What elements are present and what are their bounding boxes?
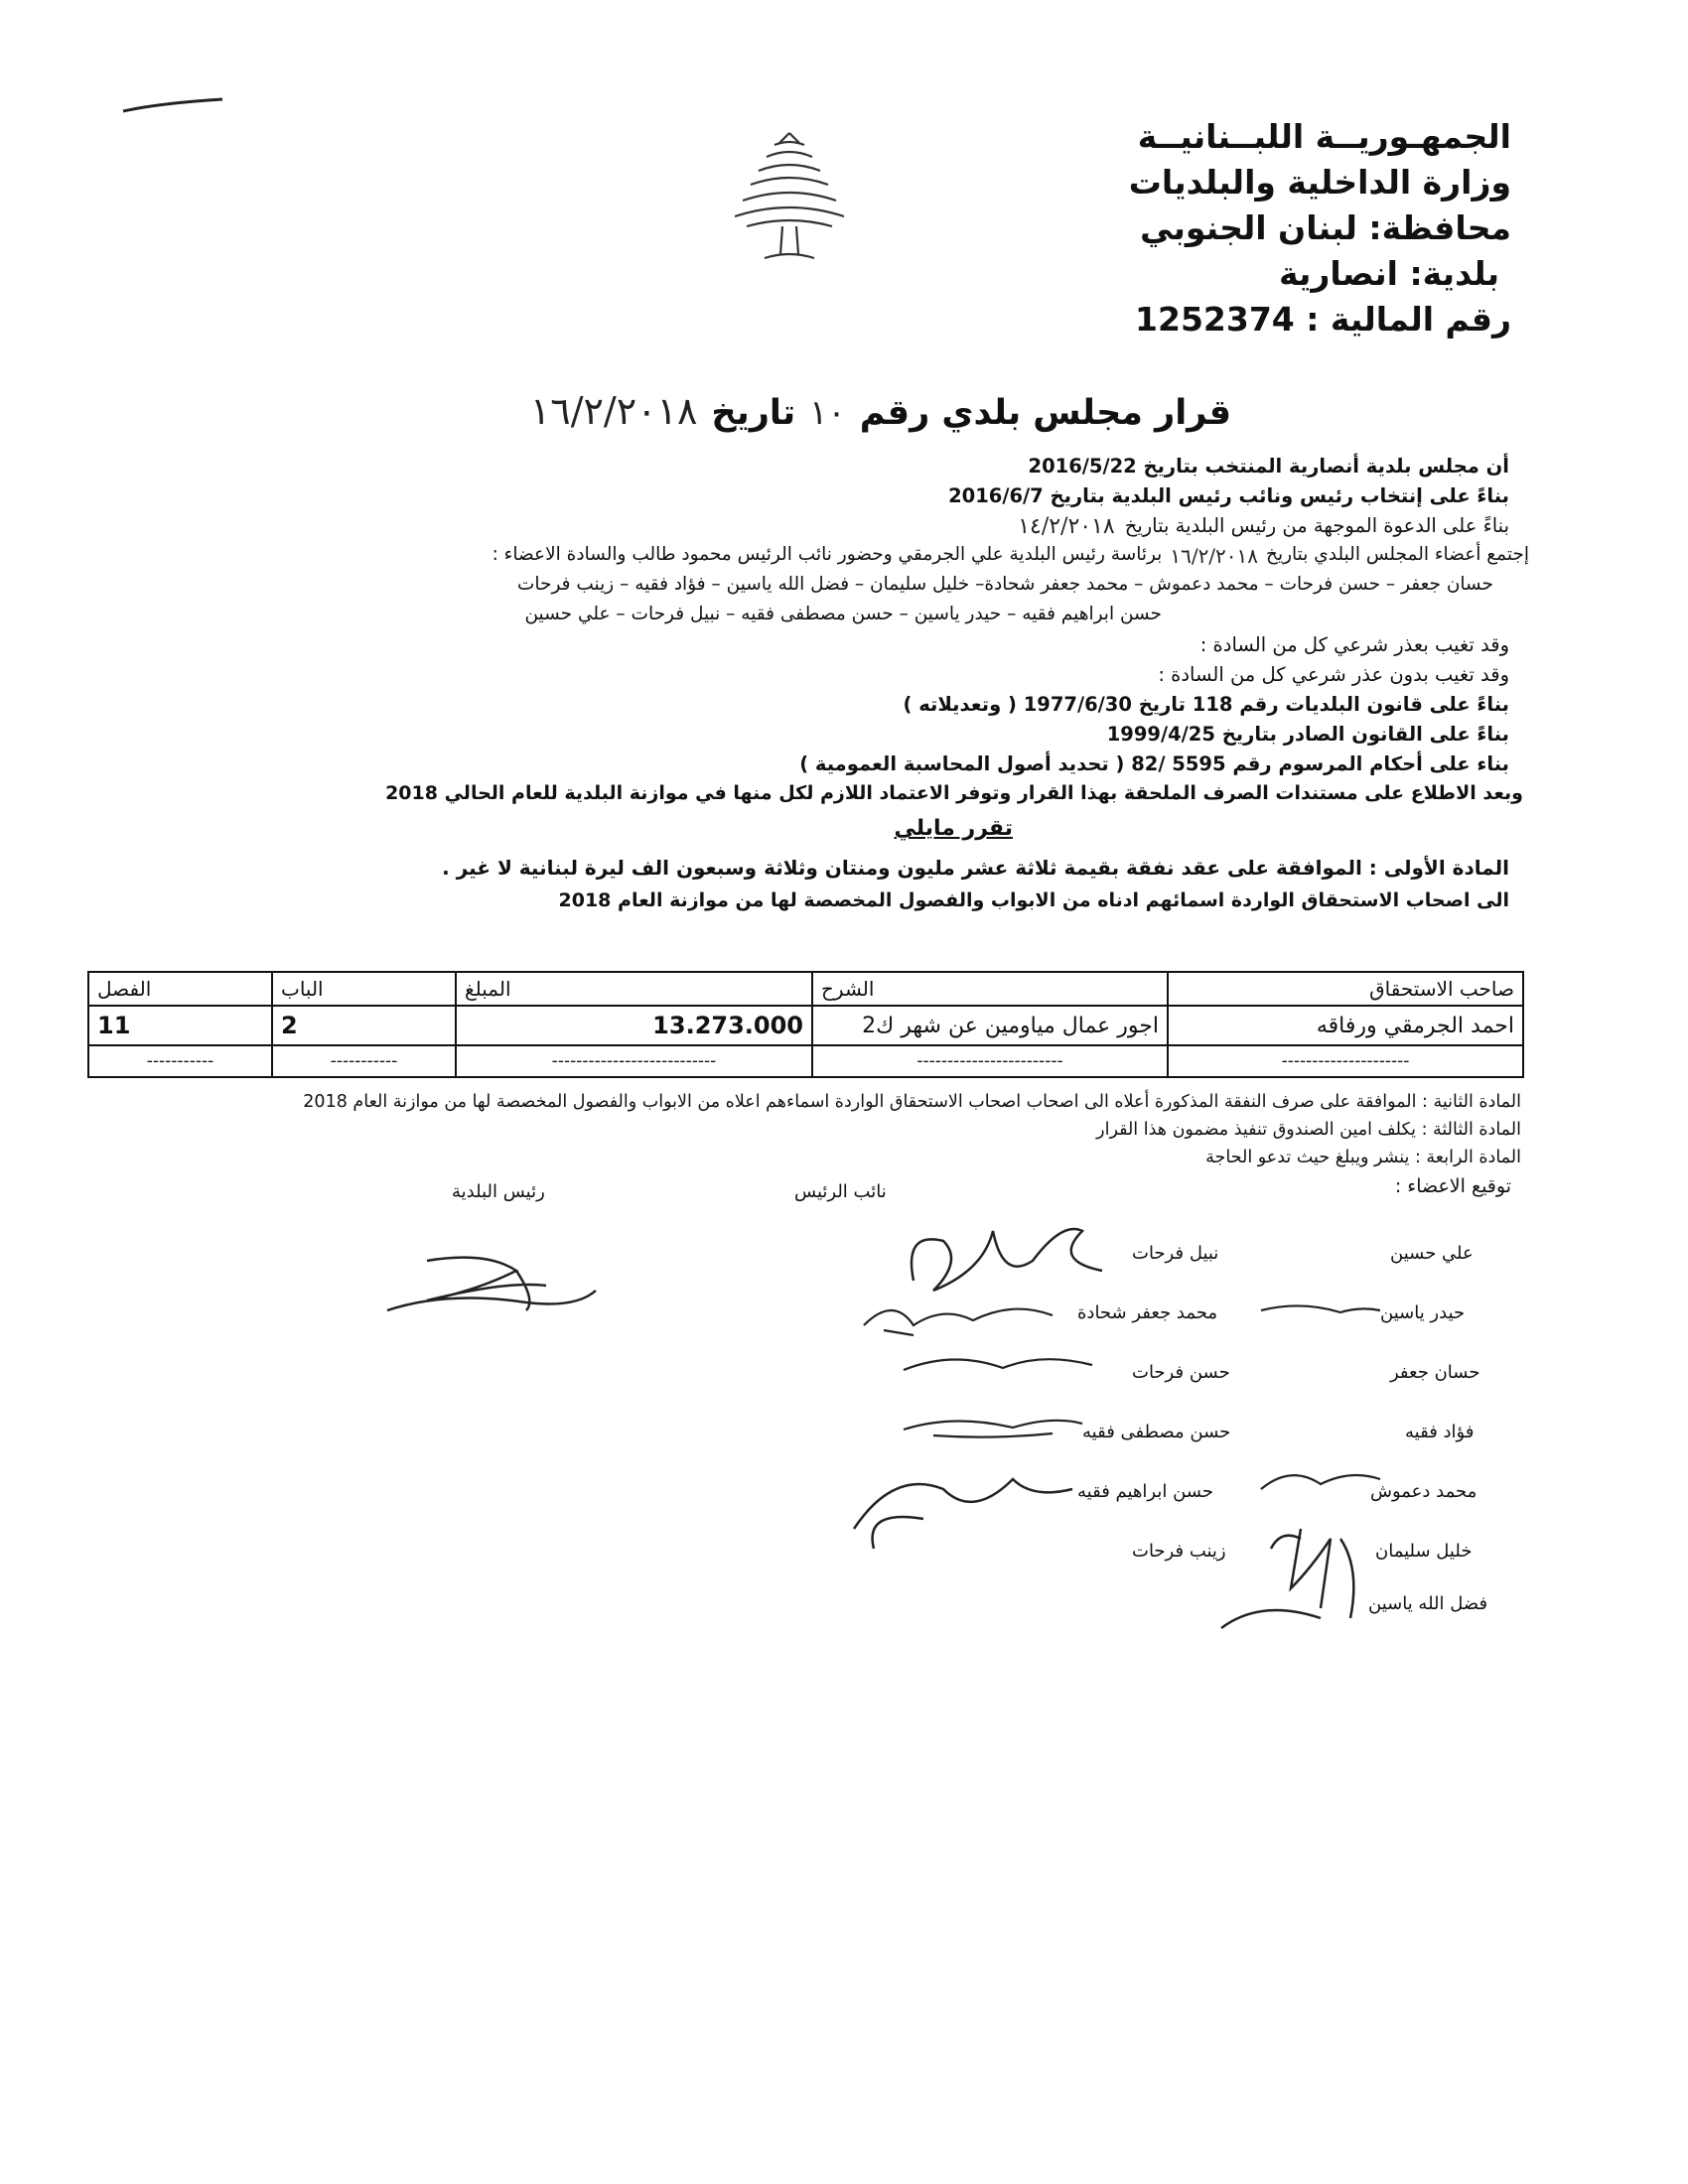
member-name: حسان جعفر (1390, 1362, 1480, 1383)
body-line-meeting (492, 544, 1529, 568)
invitation-text: بناءً على الدعوة الموجهة من رئيس البلدية بتاريخ (1124, 514, 1509, 537)
cell-section: 2 (272, 1006, 456, 1045)
article-three: المادة الثالثة : يكلف امين الصندوق تنفيذ مضمون هذا القرار (1096, 1120, 1521, 1140)
cedar-emblem-icon (725, 127, 854, 266)
member-name: محمد دعموش (1370, 1481, 1477, 1502)
mayor-title: رئيس البلدية (452, 1181, 545, 1202)
member-name: فضل الله ياسين (1368, 1593, 1488, 1614)
table-row (88, 1045, 1523, 1077)
cell-beneficiary: احمد الجرمقي ورفاقه (1168, 1006, 1523, 1045)
member-name: حسن فرحات (1132, 1362, 1230, 1383)
mayor-signature (367, 1231, 606, 1330)
body-line-decree: بناء على أحكام المرسوم رقم 5595 /82 ( تحديد أصول المحاسبة العمومية ) (799, 752, 1509, 775)
member-name: نبيل فرحات (1132, 1243, 1219, 1264)
signature-mohamad-daamoush (1251, 1454, 1390, 1504)
body-line-invitation (1018, 514, 1509, 539)
cell-dash: --------------------- (1168, 1045, 1523, 1077)
signature-haidar (1251, 1291, 1390, 1330)
body-line-unexcused: وقد تغيب بدون عذر شرعي كل من السادة : (1158, 663, 1509, 686)
cell-dash: ----------- (272, 1045, 456, 1077)
member-name: زينب فرحات (1132, 1541, 1226, 1562)
invitation-date: ١٤/٢/٢٠١٨ (1018, 514, 1115, 539)
title-printed: قرار مجلس بلدي رقم (859, 393, 1231, 433)
header-governorate: محافظة: لبنان الجنوبي (1140, 208, 1511, 247)
member-name: فؤاد فقيه (1405, 1422, 1475, 1442)
header-amount: المبلغ (456, 972, 812, 1006)
title-date-label: تاريخ (711, 393, 796, 433)
header-ministry: وزارة الداخلية والبلديات (1128, 163, 1511, 202)
member-name: حسن ابراهيم فقيه (1077, 1481, 1213, 1502)
member-name: علي حسين (1390, 1243, 1474, 1264)
table-header-row (88, 972, 1523, 1006)
decides-heading: تقرر مايلي (894, 816, 1013, 841)
deputy-title: نائب الرئيس (794, 1181, 887, 1202)
article-two: المادة الثانية : الموافقة على صرف النفقة المذكورة أعلاه الى اصحاب اصحاب الاستحقاق الواردة اسماءهم اعلاه من الابواب والفصول المخصصة لها من موازنة العام 2018 (303, 1092, 1521, 1112)
body-line-elected: أن مجلس بلدية أنصارية المنتخب بتاريخ 2016/5/22 (1028, 455, 1509, 478)
header-section: الباب (272, 972, 456, 1006)
member-name: محمد جعفر شحادة (1077, 1302, 1218, 1323)
cell-amount: 13.273.000 (456, 1006, 812, 1045)
pen-mark (119, 91, 228, 121)
body-line-excused: وقد تغيب بعذر شرعي كل من السادة : (1199, 633, 1509, 656)
header-chapter: الفصل (88, 972, 272, 1006)
member-name: حسن مصطفى فقيه (1082, 1422, 1231, 1442)
body-line-members-1: حسان جعفر – حسن فرحات – محمد دعموش – محمد جعفر شحادة– خليل سليمان – فضل الله ياسين – فؤاد فقيه – زينب فرحات (516, 574, 1493, 595)
header-finance-number: رقم المالية : 1252374 (1135, 300, 1511, 339)
cell-description: اجور عمال مياومين عن شهر ك2 (812, 1006, 1168, 1045)
signature-mohamad-shehadeh (854, 1286, 1082, 1345)
cell-dash: ----------- (88, 1045, 272, 1077)
table-row (88, 1006, 1523, 1045)
cell-dash: ------------------------ (812, 1045, 1168, 1077)
body-line-law-date: بناءً على القانون الصادر بتاريخ 1999/4/25 (1106, 723, 1509, 746)
title-handwritten-date: ١٦/٢/٢٠١٨ (529, 389, 698, 433)
members-signature-label: توقيع الاعضاء : (1394, 1175, 1511, 1197)
article-one: المادة الأولى : الموافقة على عقد نفقة بقيمة ثلاثة عشر مليون ومنتان وثلاثة وسبعون الف ليرة لبنانية لا غير . (442, 856, 1509, 880)
header-republic: الجمهـوريــة اللبــنانيــة (1137, 117, 1511, 156)
expense-table (87, 971, 1524, 1078)
meeting-text-b: برئاسة رئيس البلدية علي الجرمقي وحضور نائب الرئيس محمود طالب والسادة الاعضاء : (492, 544, 1163, 565)
member-name: حيدر ياسين (1380, 1302, 1466, 1323)
signature-hassan-ibrahim (834, 1449, 1092, 1559)
header-description: الشرح (812, 972, 1168, 1006)
body-line-members-2: حسن ابراهيم فقيه – حيدر ياسين – حسن مصطفى فقيه – نبيل فرحات – علي حسين (524, 604, 1162, 624)
article-one-continued: الى اصحاب الاستحقاق الواردة اسمائهم ادناه من الابواب والفصول المخصصة لها من موازنة العام 2018 (558, 889, 1509, 911)
article-four: المادة الرابعة : ينشر ويبلغ حيث تدعو الحاجة (1205, 1148, 1521, 1167)
signature-hassan-farhat (894, 1340, 1112, 1390)
title-handwritten-number: ١٠ (809, 393, 846, 433)
meeting-date: ١٦/٢/٢٠١٨ (1170, 544, 1259, 568)
cell-chapter: 11 (88, 1006, 272, 1045)
cell-dash: --------------------------- (456, 1045, 812, 1077)
signature-khalil-fadlallah (1201, 1509, 1390, 1658)
body-line-review: وبعد الاطلاع على مستندات الصرف الملحقة بهذا القرار وتوفر الاعتماد اللازم لكل منها في موازنة البلدية للعام الحالي 2018 (385, 782, 1523, 804)
meeting-text-a: إجتمع أعضاء المجلس البلدي بتاريخ (1266, 544, 1529, 565)
member-name: خليل سليمان (1375, 1541, 1473, 1562)
header-beneficiary: صاحب الاستحقاق (1168, 972, 1523, 1006)
body-line-law: بناءً على قانون البلديات رقم 118 تاريخ 1977/6/30 ( وتعديلاته ) (903, 693, 1509, 716)
signature-hassan-mustafa (894, 1400, 1092, 1449)
decision-title (530, 389, 1231, 433)
body-line-election: بناءً على إنتخاب رئيس ونائب رئيس البلدية بتاريخ 2016/6/7 (948, 484, 1509, 507)
header-municipality: بلدية: انصارية (1278, 254, 1499, 293)
